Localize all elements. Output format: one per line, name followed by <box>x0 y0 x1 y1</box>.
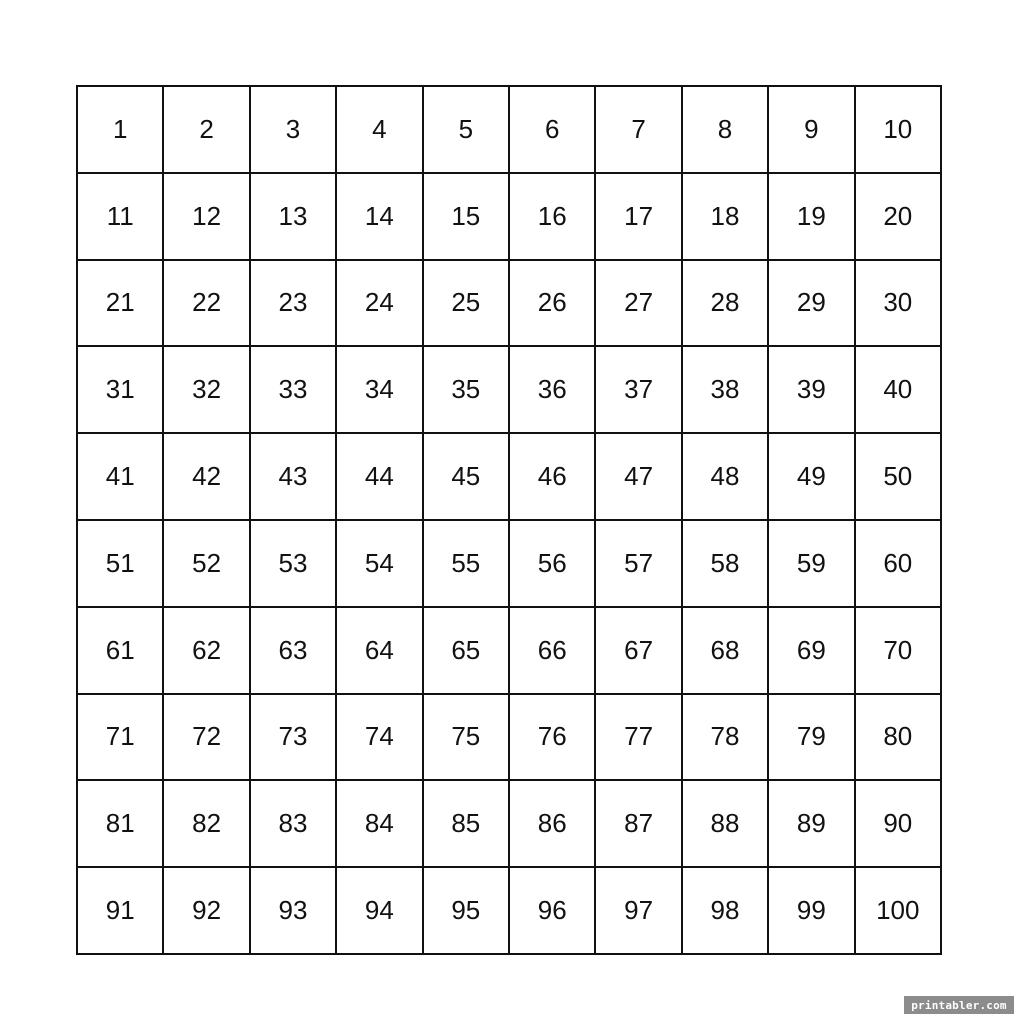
grid-cell: 80 <box>856 695 942 782</box>
grid-cell: 71 <box>78 695 164 782</box>
grid-cell: 84 <box>337 781 423 868</box>
grid-cell: 89 <box>769 781 855 868</box>
grid-cell: 30 <box>856 261 942 348</box>
grid-cell: 91 <box>78 868 164 955</box>
grid-cell: 2 <box>164 87 250 174</box>
grid-cell: 42 <box>164 434 250 521</box>
grid-cell: 92 <box>164 868 250 955</box>
grid-cell: 88 <box>683 781 769 868</box>
grid-cell: 96 <box>510 868 596 955</box>
grid-cell: 15 <box>424 174 510 261</box>
grid-cell: 26 <box>510 261 596 348</box>
grid-cell: 97 <box>596 868 682 955</box>
grid-cell: 19 <box>769 174 855 261</box>
grid-cell: 50 <box>856 434 942 521</box>
grid-cell: 60 <box>856 521 942 608</box>
grid-cell: 54 <box>337 521 423 608</box>
grid-cell: 47 <box>596 434 682 521</box>
grid-cell: 39 <box>769 347 855 434</box>
grid-cell: 99 <box>769 868 855 955</box>
grid-cell: 64 <box>337 608 423 695</box>
grid-cell: 63 <box>251 608 337 695</box>
grid-cell: 35 <box>424 347 510 434</box>
grid-cell: 62 <box>164 608 250 695</box>
grid-cell: 23 <box>251 261 337 348</box>
grid-cell: 87 <box>596 781 682 868</box>
grid-cell: 46 <box>510 434 596 521</box>
grid-cell: 12 <box>164 174 250 261</box>
grid-cell: 36 <box>510 347 596 434</box>
grid-cell: 20 <box>856 174 942 261</box>
grid-cell: 72 <box>164 695 250 782</box>
grid-cell: 52 <box>164 521 250 608</box>
grid-cell: 1 <box>78 87 164 174</box>
grid-cell: 10 <box>856 87 942 174</box>
grid-cell: 4 <box>337 87 423 174</box>
grid-cell: 18 <box>683 174 769 261</box>
grid-cell: 74 <box>337 695 423 782</box>
grid-cell: 75 <box>424 695 510 782</box>
grid-cell: 83 <box>251 781 337 868</box>
grid-cell: 40 <box>856 347 942 434</box>
grid-cell: 56 <box>510 521 596 608</box>
grid-cell: 69 <box>769 608 855 695</box>
grid-cell: 100 <box>856 868 942 955</box>
grid-cell: 79 <box>769 695 855 782</box>
grid-cell: 5 <box>424 87 510 174</box>
grid-cell: 37 <box>596 347 682 434</box>
grid-cell: 95 <box>424 868 510 955</box>
grid-cell: 77 <box>596 695 682 782</box>
grid-cell: 76 <box>510 695 596 782</box>
grid-cell: 53 <box>251 521 337 608</box>
grid-cell: 67 <box>596 608 682 695</box>
grid-cell: 16 <box>510 174 596 261</box>
grid-cell: 45 <box>424 434 510 521</box>
grid-cell: 14 <box>337 174 423 261</box>
grid-cell: 65 <box>424 608 510 695</box>
grid-cell: 51 <box>78 521 164 608</box>
grid-cell: 73 <box>251 695 337 782</box>
grid-cell: 48 <box>683 434 769 521</box>
grid-cell: 90 <box>856 781 942 868</box>
grid-cell: 81 <box>78 781 164 868</box>
grid-cell: 43 <box>251 434 337 521</box>
grid-cell: 93 <box>251 868 337 955</box>
grid-cell: 70 <box>856 608 942 695</box>
grid-cell: 55 <box>424 521 510 608</box>
grid-cell: 58 <box>683 521 769 608</box>
grid-cell: 44 <box>337 434 423 521</box>
grid-cell: 28 <box>683 261 769 348</box>
watermark-label: printabler.com <box>904 996 1014 1014</box>
grid-cell: 82 <box>164 781 250 868</box>
grid-cell: 31 <box>78 347 164 434</box>
grid-cell: 57 <box>596 521 682 608</box>
grid-cell: 94 <box>337 868 423 955</box>
grid-cell: 11 <box>78 174 164 261</box>
grid-cell: 98 <box>683 868 769 955</box>
grid-cell: 61 <box>78 608 164 695</box>
grid-cell: 78 <box>683 695 769 782</box>
hundreds-chart-grid <box>76 85 942 955</box>
grid-cell: 25 <box>424 261 510 348</box>
grid-cell: 29 <box>769 261 855 348</box>
grid-cell: 49 <box>769 434 855 521</box>
grid-cell: 38 <box>683 347 769 434</box>
grid-cell: 33 <box>251 347 337 434</box>
grid-cell: 66 <box>510 608 596 695</box>
grid-cell: 9 <box>769 87 855 174</box>
grid-cell: 59 <box>769 521 855 608</box>
grid-cell: 86 <box>510 781 596 868</box>
grid-cell: 22 <box>164 261 250 348</box>
grid-cell: 41 <box>78 434 164 521</box>
grid-cell: 6 <box>510 87 596 174</box>
grid-cell: 8 <box>683 87 769 174</box>
grid-cell: 21 <box>78 261 164 348</box>
grid-cell: 7 <box>596 87 682 174</box>
grid-cell: 24 <box>337 261 423 348</box>
grid-cell: 3 <box>251 87 337 174</box>
grid-cell: 32 <box>164 347 250 434</box>
grid-cell: 13 <box>251 174 337 261</box>
grid-cell: 34 <box>337 347 423 434</box>
grid-cell: 68 <box>683 608 769 695</box>
grid-cell: 17 <box>596 174 682 261</box>
grid-cell: 85 <box>424 781 510 868</box>
grid-cell: 27 <box>596 261 682 348</box>
